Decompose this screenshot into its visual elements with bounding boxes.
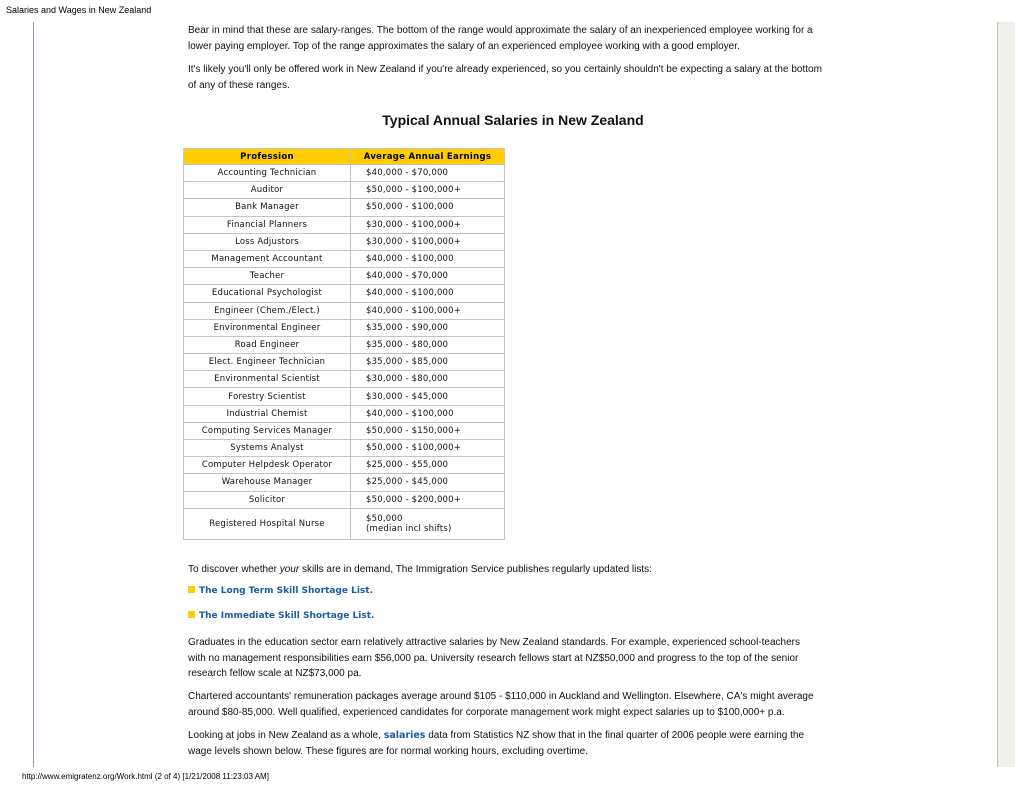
table-row: [184, 371, 505, 388]
long-term-skill-shortage-link[interactable]: The Long Term Skill Shortage List: [199, 586, 370, 596]
profession-cell: Teacher: [184, 268, 351, 285]
link-suffix: .: [369, 586, 374, 596]
earnings-cell: $25,000 - $45,000: [351, 474, 505, 491]
table-row: [184, 216, 505, 233]
profession-cell: Road Engineer: [184, 336, 351, 353]
salary-table: [183, 148, 505, 540]
link-row-immediate: [188, 611, 374, 625]
table-row: [184, 405, 505, 422]
table-row: [184, 285, 505, 302]
table-row: [184, 268, 505, 285]
earnings-cell: $30,000 - $100,000+: [351, 216, 505, 233]
table-title: Typical Annual Salaries in New Zealand: [382, 112, 644, 128]
salaries-link[interactable]: salaries: [383, 730, 426, 741]
earnings-cell: $25,000 - $55,000: [351, 457, 505, 474]
earnings-cell: $35,000 - $80,000: [351, 336, 505, 353]
stats-text-end: data from Statistics NZ show that in the final quarter of 2006 people were earning the wage levels shown below. These figures are for normal working hours, excluding overtime.: [188, 730, 805, 757]
header-profession: Profession: [184, 149, 351, 165]
profession-cell: Forestry Scientist: [184, 388, 351, 405]
accountants-paragraph: Chartered accountants' remuneration packages average around $105 - $110,000 in Auckland and Wellington. Elsewhere, CA's might average around $80-85,000. Well qualified, experienced candidates for corporate management work might expect salaries up to $100,000+ p.a.: [188, 691, 814, 718]
table-row: [184, 388, 505, 405]
profession-cell: Elect. Engineer Technician: [184, 354, 351, 371]
table-row: [184, 508, 505, 539]
earnings-cell: $50,000 - $100,000: [351, 199, 505, 216]
earnings-cell: $40,000 - $70,000: [351, 268, 505, 285]
table-row: [184, 250, 505, 267]
table-row: [184, 199, 505, 216]
yellow-square-bullet-icon: [188, 586, 195, 593]
table-row: [184, 233, 505, 250]
table-row: [184, 165, 505, 182]
earnings-cell: $50,000 - $100,000+: [351, 440, 505, 457]
table-row: [184, 440, 505, 457]
salary-table-body: [184, 165, 505, 540]
profession-cell: Warehouse Manager: [184, 474, 351, 491]
demand-text-start: To discover whether: [188, 564, 280, 575]
profession-cell: Educational Psychologist: [184, 285, 351, 302]
demand-paragraph: [188, 562, 833, 578]
table-row: [184, 319, 505, 336]
education-paragraph: Graduates in the education sector earn relatively attractive salaries by New Zealand standards. For example, experienced school-teachers with no management responsibilities earn $56,000 pa. University research fellows start at NZ$50,000 and progress to the top of the senior research fellow scale at NZ$73,000 pa.: [188, 637, 800, 679]
link-row-long-term: [188, 586, 373, 600]
earnings-cell: $40,000 - $100,000: [351, 250, 505, 267]
profession-cell: Environmental Engineer: [184, 319, 351, 336]
statistics-paragraph: [188, 728, 808, 759]
profession-cell: Computing Services Manager: [184, 422, 351, 439]
demand-emphasis: your: [279, 564, 300, 575]
print-footer: http://www.emigratenz.org/Work.html (2 of 4) [1/21/2008 11:23:03 AM]: [22, 772, 269, 781]
table-row: [184, 354, 505, 371]
intro-paragraph-1: Bear in mind that these are salary-ranges. The bottom of the range would approximate the salary of an inexperienced employee working for a lower paying employer. Top of the range approximates the salary of an experienced employee working with a good employer.: [188, 25, 813, 52]
table-row: [184, 474, 505, 491]
profession-cell: Industrial Chemist: [184, 405, 351, 422]
earnings-cell: $40,000 - $100,000: [351, 285, 505, 302]
earnings-cell: $30,000 - $45,000: [351, 388, 505, 405]
profession-cell: Auditor: [184, 182, 351, 199]
earnings-cell: $50,000 - $200,000+: [351, 491, 505, 508]
link-suffix: .: [371, 611, 375, 621]
profession-cell: Accounting Technician: [184, 165, 351, 182]
table-header-row: [184, 149, 505, 165]
earnings-cell: [351, 508, 505, 539]
profession-cell: Engineer (Chem./Elect.): [184, 302, 351, 319]
table-row: [184, 491, 505, 508]
immediate-skill-shortage-link[interactable]: The Immediate Skill Shortage List: [199, 611, 372, 621]
earnings-note: (median incl shifts): [366, 523, 452, 534]
earnings-cell: $30,000 - $80,000: [351, 371, 505, 388]
earnings-value: $50,000: [366, 513, 403, 524]
stats-text-start: Looking at jobs in New Zealand as a whole,: [188, 730, 384, 741]
profession-cell: Systems Analyst: [184, 440, 351, 457]
earnings-cell: $40,000 - $100,000+: [351, 302, 505, 319]
right-sidebar-bar: [997, 22, 1015, 767]
intro-paragraph-2: It's likely you'll only be offered work in New Zealand if you're already experienced, so you certainly shouldn't be expecting a salary at the bottom of any of these ranges.: [188, 64, 822, 91]
profession-cell: Financial Planners: [184, 216, 351, 233]
profession-cell: Environmental Scientist: [184, 371, 351, 388]
earnings-cell: $35,000 - $85,000: [351, 354, 505, 371]
print-header: Salaries and Wages in New Zealand: [6, 5, 152, 15]
earnings-cell: $40,000 - $70,000: [351, 165, 505, 182]
profession-cell: Solicitor: [184, 491, 351, 508]
table-row: [184, 182, 505, 199]
left-border-rule: [33, 22, 34, 767]
earnings-cell: $40,000 - $100,000: [351, 405, 505, 422]
table-row: [184, 336, 505, 353]
demand-text-end: skills are in demand, The Immigration Service publishes regularly updated lists:: [299, 564, 652, 575]
earnings-cell: $50,000 - $100,000+: [351, 182, 505, 199]
profession-cell: Computer Helpdesk Operator: [184, 457, 351, 474]
earnings-cell: $35,000 - $90,000: [351, 319, 505, 336]
header-earnings: Average Annual Earnings: [351, 149, 505, 165]
yellow-square-bullet-icon: [188, 611, 195, 618]
table-row: [184, 422, 505, 439]
profession-cell: Management Accountant: [184, 250, 351, 267]
profession-cell: Loss Adjustors: [184, 233, 351, 250]
profession-cell: Registered Hospital Nurse: [184, 508, 351, 539]
earnings-cell: $30,000 - $100,000+: [351, 233, 505, 250]
table-row: [184, 457, 505, 474]
profession-cell: Bank Manager: [184, 199, 351, 216]
earnings-cell: $50,000 - $150,000+: [351, 422, 505, 439]
table-row: [184, 302, 505, 319]
